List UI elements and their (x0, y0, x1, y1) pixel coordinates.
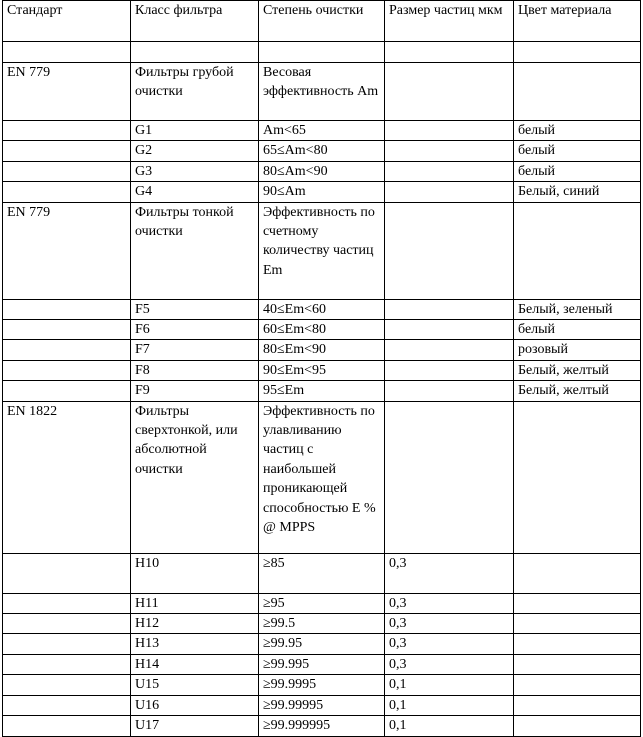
cell-material-color: белый (514, 141, 641, 161)
cell-particle-size (385, 42, 514, 63)
header-standard: Стандарт (3, 1, 131, 42)
cell-standard (3, 360, 131, 380)
cell-cleaning-degree: ≥99.999995 (259, 716, 385, 736)
cell-standard (3, 614, 131, 634)
cell-material-color: белый (514, 161, 641, 181)
cell-standard (3, 121, 131, 141)
cell-standard (3, 381, 131, 401)
cell-filter-class: G3 (131, 161, 259, 181)
table-row (3, 299, 641, 319)
cell-material-color: белый (514, 121, 641, 141)
cell-cleaning-degree: ≥99.995 (259, 654, 385, 674)
cell-standard (3, 141, 131, 161)
table-row (3, 42, 641, 63)
cell-filter-class: H12 (131, 614, 259, 634)
cell-particle-size (385, 182, 514, 202)
cell-filter-class: U15 (131, 675, 259, 695)
cell-standard (3, 675, 131, 695)
cell-particle-size (385, 63, 514, 121)
cell-particle-size (385, 202, 514, 299)
header-cleaning-degree: Степень очистки (259, 1, 385, 42)
cell-filter-class: G2 (131, 141, 259, 161)
cell-cleaning-degree: 60≤Em<80 (259, 320, 385, 340)
cell-standard (3, 695, 131, 715)
cell-material-color (514, 716, 641, 736)
cell-material-color (514, 654, 641, 674)
cell-particle-size (385, 340, 514, 360)
table-row (3, 121, 641, 141)
cell-particle-size: 0,3 (385, 654, 514, 674)
cell-cleaning-degree: 80≤Em<90 (259, 340, 385, 360)
cell-cleaning-degree: ≥85 (259, 553, 385, 593)
table-row (3, 553, 641, 593)
cell-filter-class: U16 (131, 695, 259, 715)
cell-cleaning-degree: ≥95 (259, 593, 385, 613)
cell-filter-class: H10 (131, 553, 259, 593)
cell-material-color (514, 695, 641, 715)
cell-filter-class: H14 (131, 654, 259, 674)
cell-filter-class: G1 (131, 121, 259, 141)
cell-filter-class: F5 (131, 299, 259, 319)
cell-particle-size (385, 121, 514, 141)
cell-cleaning-degree: ≥99.95 (259, 634, 385, 654)
cell-standard (3, 161, 131, 181)
cell-material-color (514, 401, 641, 553)
cell-material-color: Белый, зеленый (514, 299, 641, 319)
table-row (3, 614, 641, 634)
table-row (3, 381, 641, 401)
cell-standard (3, 340, 131, 360)
table-row (3, 401, 641, 553)
cell-cleaning-degree: 65≤Am<80 (259, 141, 385, 161)
cell-cleaning-degree: 95≤Em (259, 381, 385, 401)
cell-cleaning-degree: 90≤Em<95 (259, 360, 385, 380)
cell-cleaning-degree: Эффективность по счетному количеству частиц Em (259, 202, 385, 299)
table-row (3, 654, 641, 674)
cell-filter-class: G4 (131, 182, 259, 202)
cell-cleaning-degree: 80≤Am<90 (259, 161, 385, 181)
cell-particle-size: 0,3 (385, 553, 514, 593)
cell-cleaning-degree: 90≤Am (259, 182, 385, 202)
cell-particle-size (385, 381, 514, 401)
cell-particle-size (385, 161, 514, 181)
cell-material-color: белый (514, 320, 641, 340)
cell-particle-size (385, 320, 514, 340)
table-row (3, 716, 641, 736)
cell-standard (3, 299, 131, 319)
cell-standard (3, 553, 131, 593)
table-row (3, 182, 641, 202)
cell-particle-size (385, 360, 514, 380)
cell-cleaning-degree: 40≤Em<60 (259, 299, 385, 319)
cell-standard: EN 779 (3, 63, 131, 121)
cell-material-color: Белый, желтый (514, 360, 641, 380)
cell-cleaning-degree (259, 42, 385, 63)
cell-material-color: Белый, желтый (514, 381, 641, 401)
cell-standard (3, 716, 131, 736)
cell-particle-size: 0,1 (385, 695, 514, 715)
table-row (3, 320, 641, 340)
cell-standard (3, 593, 131, 613)
cell-filter-class: Фильтры тонкой очистки (131, 202, 259, 299)
cell-standard (3, 654, 131, 674)
cell-particle-size: 0,1 (385, 675, 514, 695)
cell-cleaning-degree: Am<65 (259, 121, 385, 141)
cell-material-color: розовый (514, 340, 641, 360)
cell-cleaning-degree: ≥99.99995 (259, 695, 385, 715)
cell-standard: EN 1822 (3, 401, 131, 553)
table-row (3, 340, 641, 360)
table-row (3, 202, 641, 299)
cell-filter-class: F8 (131, 360, 259, 380)
cell-standard: EN 779 (3, 202, 131, 299)
cell-standard (3, 634, 131, 654)
cell-filter-class: Фильтры сверхтонкой, или абсолютной очистки (131, 401, 259, 553)
table-row (3, 161, 641, 181)
table-row (3, 675, 641, 695)
cell-filter-class: U17 (131, 716, 259, 736)
cell-material-color: Белый, синий (514, 182, 641, 202)
cell-filter-class: F6 (131, 320, 259, 340)
cell-standard (3, 182, 131, 202)
header-material-color: Цвет материала (514, 1, 641, 42)
cell-material-color (514, 634, 641, 654)
cell-material-color (514, 593, 641, 613)
cell-filter-class: H11 (131, 593, 259, 613)
cell-particle-size (385, 299, 514, 319)
header-filter-class: Класс фильтра (131, 1, 259, 42)
cell-cleaning-degree: ≥99.9995 (259, 675, 385, 695)
table-row (3, 634, 641, 654)
table-row (3, 63, 641, 121)
cell-particle-size (385, 141, 514, 161)
cell-cleaning-degree: Эффективность по улавливанию частиц с наибольшей проникающей способностью E % @ MPPS (259, 401, 385, 553)
table-row (3, 695, 641, 715)
header-particle-size: Размер частиц мкм (385, 1, 514, 42)
cell-material-color (514, 553, 641, 593)
cell-particle-size: 0,1 (385, 716, 514, 736)
table-row (3, 360, 641, 380)
table-header-row (3, 1, 641, 42)
cell-material-color (514, 42, 641, 63)
cell-material-color (514, 63, 641, 121)
cell-material-color (514, 202, 641, 299)
cell-cleaning-degree: Весовая эффективность Am (259, 63, 385, 121)
filter-classes-table (2, 0, 641, 737)
cell-material-color (514, 614, 641, 634)
cell-particle-size: 0,3 (385, 614, 514, 634)
cell-standard (3, 42, 131, 63)
cell-filter-class: H13 (131, 634, 259, 654)
cell-filter-class (131, 42, 259, 63)
cell-material-color (514, 675, 641, 695)
cell-filter-class: F9 (131, 381, 259, 401)
cell-filter-class: Фильтры грубой очистки (131, 63, 259, 121)
cell-filter-class: F7 (131, 340, 259, 360)
cell-particle-size: 0,3 (385, 593, 514, 613)
cell-particle-size: 0,3 (385, 634, 514, 654)
cell-standard (3, 320, 131, 340)
table-row (3, 141, 641, 161)
cell-particle-size (385, 401, 514, 553)
table-row (3, 593, 641, 613)
cell-cleaning-degree: ≥99.5 (259, 614, 385, 634)
